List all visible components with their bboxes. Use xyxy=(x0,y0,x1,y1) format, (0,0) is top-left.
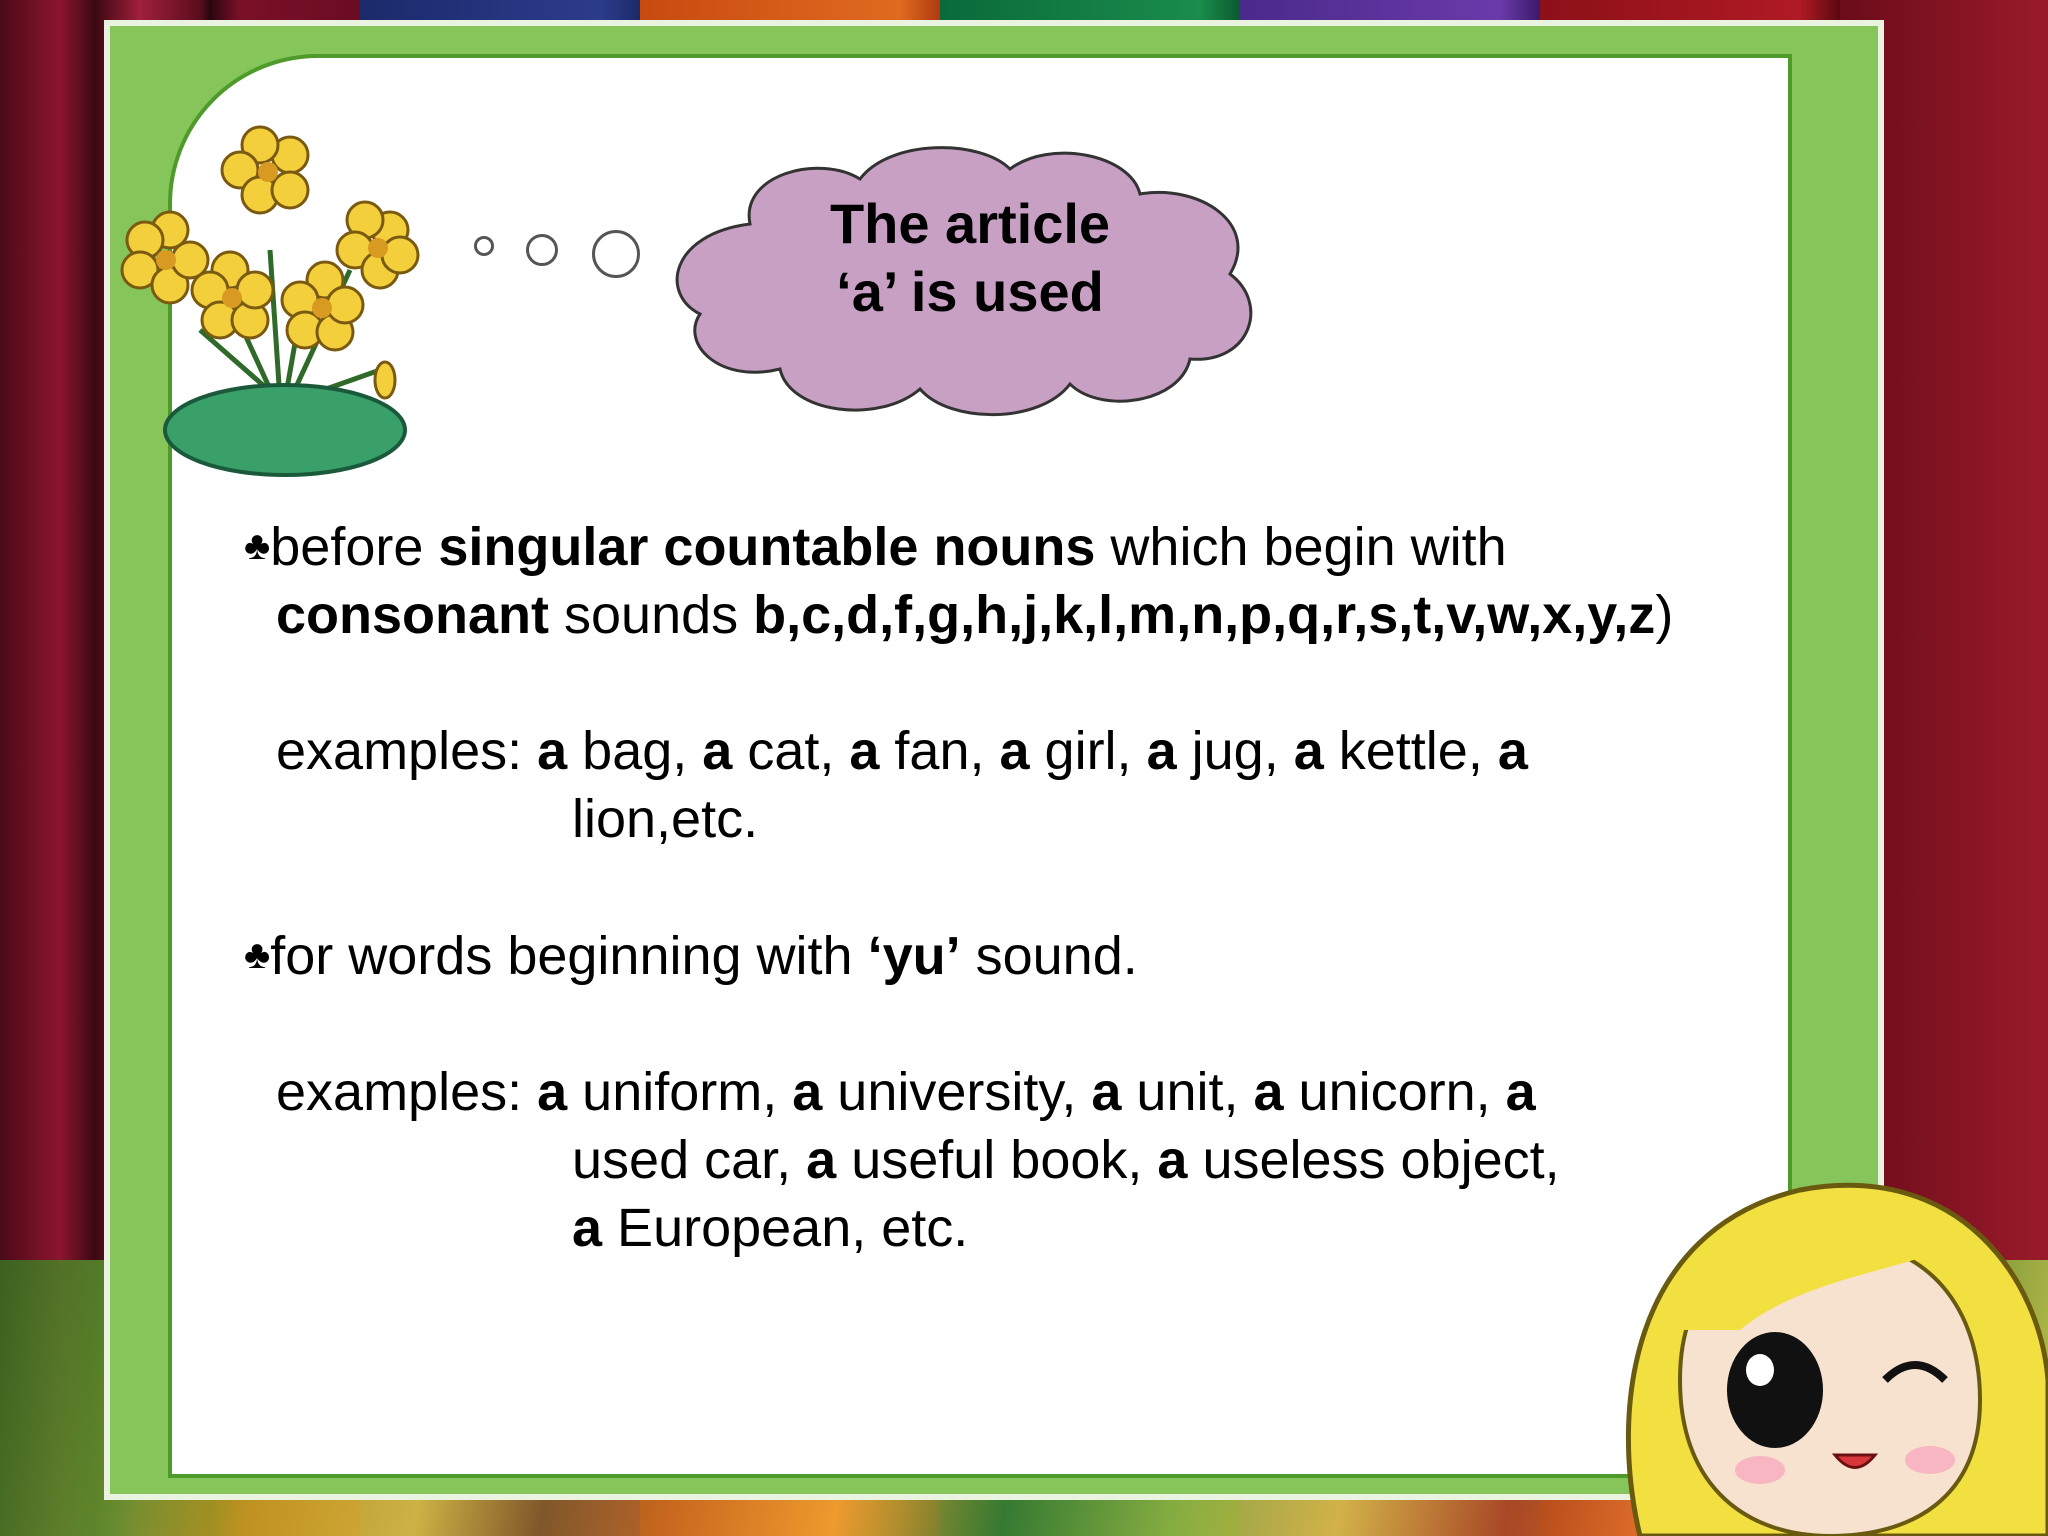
example-word: bag, xyxy=(567,721,703,781)
article: a xyxy=(849,721,880,781)
bullet-2 xyxy=(244,921,1804,990)
examples-1-line-1 xyxy=(244,717,1804,785)
bullet-1-text-4: ) xyxy=(1655,585,1674,645)
article: a xyxy=(1157,1130,1188,1190)
bullet-1-line-2 xyxy=(244,581,1804,649)
example-word: cat, xyxy=(732,721,850,781)
example-word: jug, xyxy=(1176,721,1294,781)
bullet-1 xyxy=(244,512,1804,581)
example-word: university, xyxy=(822,1062,1092,1122)
example-word: useful book, xyxy=(836,1130,1158,1190)
examples-1-line-2: lion,etc. xyxy=(572,789,759,849)
examples-label: examples: xyxy=(276,721,538,781)
cloud-title-line2: ‘a’ is used xyxy=(836,260,1104,323)
bullet-1-text-2: which begin with xyxy=(1095,517,1507,577)
example-word: European, etc. xyxy=(602,1198,969,1258)
article: a xyxy=(1091,1062,1122,1122)
article: a xyxy=(999,721,1030,781)
thought-bubble-medium xyxy=(526,234,558,266)
bullet-1-bold: singular countable nouns xyxy=(438,517,1096,577)
example-word: kettle, xyxy=(1323,721,1498,781)
article: a xyxy=(792,1062,823,1122)
example-word: uniform, xyxy=(567,1062,793,1122)
article: a xyxy=(537,721,568,781)
bullet-1-bold-2: consonant xyxy=(276,585,550,645)
example-word: unit, xyxy=(1121,1062,1254,1122)
examples-label: examples: xyxy=(276,1062,538,1122)
article: a xyxy=(1146,721,1177,781)
cloud-title xyxy=(750,190,1190,326)
examples-2-line-1 xyxy=(244,1058,1804,1126)
consonant-list: b,c,d,f,g,h,j,k,l,m,n,p,q,r,s,t,v,w,x,y,z xyxy=(753,585,1656,645)
thought-bubble-small xyxy=(474,236,494,256)
bullet-2-text: for words beginning with xyxy=(270,926,868,986)
bullet-2-bold: ‘yu’ xyxy=(867,926,961,986)
thought-bubble-large xyxy=(592,230,640,278)
winking-girl-illustration xyxy=(1600,1080,2048,1536)
example-word: girl, xyxy=(1029,721,1147,781)
example-word: unicorn, xyxy=(1283,1062,1506,1122)
thought-cloud xyxy=(660,134,1280,424)
article: a xyxy=(806,1130,837,1190)
example-word: fan, xyxy=(879,721,1000,781)
slide-content xyxy=(244,512,1804,1262)
examples-2-line-2 xyxy=(244,1126,1804,1194)
article: a xyxy=(537,1062,568,1122)
bullet-1-text-3: sounds xyxy=(549,585,754,645)
article: a xyxy=(1497,721,1528,781)
club-bullet-icon: ♣ xyxy=(244,524,271,568)
flower-bouquet-illustration xyxy=(100,100,430,490)
cloud-title-line1: The article xyxy=(829,192,1111,255)
article: a xyxy=(702,721,733,781)
article: a xyxy=(1253,1062,1284,1122)
examples-2-line-3 xyxy=(244,1194,1804,1262)
article: a xyxy=(572,1198,603,1258)
article: a xyxy=(1505,1062,1536,1122)
bullet-1-text: before xyxy=(270,517,439,577)
example-word: used car, xyxy=(572,1130,807,1190)
bullet-2-text-2: sound. xyxy=(960,926,1138,986)
club-bullet-icon: ♣ xyxy=(244,933,271,977)
article: a xyxy=(1293,721,1324,781)
example-word: useless object, xyxy=(1187,1130,1560,1190)
